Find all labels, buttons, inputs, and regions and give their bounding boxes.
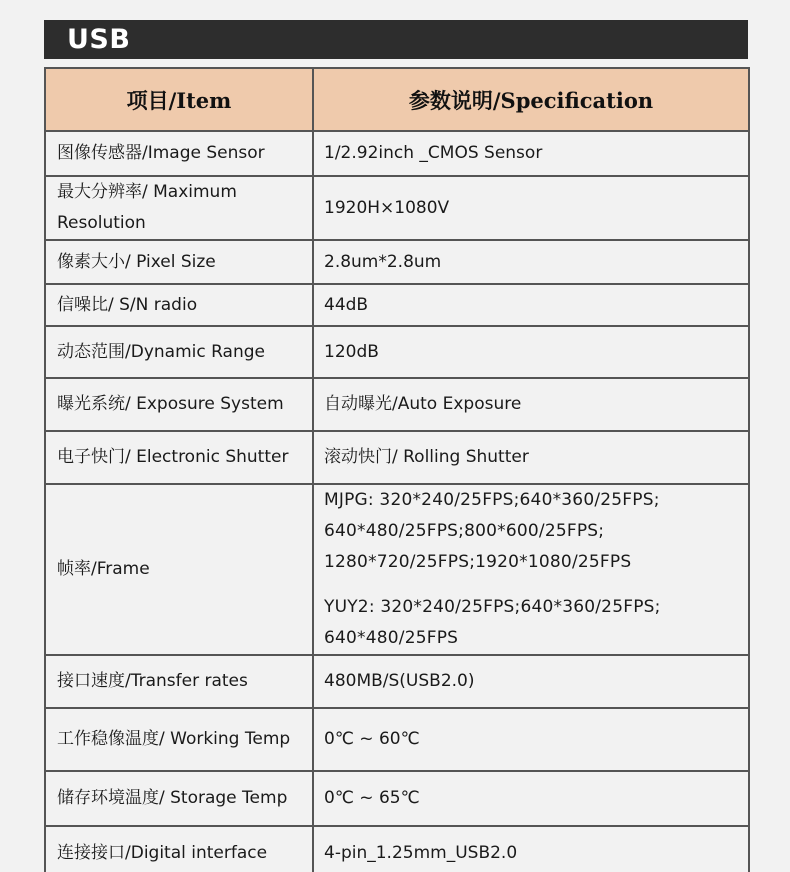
row-spec-electronic-shutter: 滚动快门/ Rolling Shutter <box>313 431 749 484</box>
row-spec-storage-temp: 0℃ ~ 65℃ <box>313 771 749 826</box>
row-spec-exposure-system: 自动曝光/Auto Exposure <box>313 378 749 431</box>
row-item-transfer-rates: 接口速度/Transfer rates <box>45 655 313 708</box>
row-item-exposure-system: 曝光系统/ Exposure System <box>45 378 313 431</box>
table-row <box>45 240 749 284</box>
row-item-working-temp: 工作稳像温度/ Working Temp <box>45 708 313 771</box>
table-row <box>45 431 749 484</box>
frame-mjpg-line: 640*480/25FPS;800*600/25FPS; <box>324 521 605 541</box>
frame-mjpg-line: 1280*720/25FPS;1920*1080/25FPS <box>324 552 632 572</box>
frame-mjpg-block <box>324 485 742 578</box>
table-row <box>45 176 749 240</box>
column-header-spec: 参数说明/Specification <box>313 68 749 131</box>
row-item-sn-ratio: 信噪比/ S/N radio <box>45 284 313 326</box>
table-row <box>45 655 749 708</box>
table-row <box>45 326 749 378</box>
row-item-image-sensor: 图像传感器/Image Sensor <box>45 131 313 176</box>
row-spec-transfer-rates: 480MB/S(USB2.0) <box>313 655 749 708</box>
section-title: USB <box>67 24 131 55</box>
table-row <box>45 378 749 431</box>
row-spec-digital-interface: 4-pin_1.25mm_USB2.0 <box>313 826 749 872</box>
frame-yuy2-line: 640*480/25FPS <box>324 628 459 648</box>
table-row <box>45 708 749 771</box>
table-row <box>45 131 749 176</box>
table-row <box>45 771 749 826</box>
section-title-bar <box>44 20 748 59</box>
row-spec-sn-ratio: 44dB <box>313 284 749 326</box>
spec-table <box>44 67 750 872</box>
row-spec-image-sensor: 1/2.92inch _CMOS Sensor <box>313 131 749 176</box>
row-spec-working-temp: 0℃ ~ 60℃ <box>313 708 749 771</box>
frame-yuy2-line: YUY2: 320*240/25FPS;640*360/25FPS; <box>324 597 661 617</box>
row-item-frame: 帧率/Frame <box>45 484 313 655</box>
frame-mjpg-line: MJPG: 320*240/25FPS;640*360/25FPS; <box>324 490 660 510</box>
row-item-electronic-shutter: 电子快门/ Electronic Shutter <box>45 431 313 484</box>
row-item-storage-temp: 储存环境温度/ Storage Temp <box>45 771 313 826</box>
row-item-digital-interface: 连接接口/Digital interface <box>45 826 313 872</box>
row-item-dynamic-range: 动态范围/Dynamic Range <box>45 326 313 378</box>
table-header-row <box>45 68 749 131</box>
table-row <box>45 826 749 872</box>
row-spec-pixel-size: 2.8um*2.8um <box>313 240 749 284</box>
row-spec-dynamic-range: 120dB <box>313 326 749 378</box>
row-item-max-resolution: 最大分辨率/ Maximum Resolution <box>45 176 313 240</box>
row-spec-max-resolution: 1920H×1080V <box>313 176 749 240</box>
table-row <box>45 284 749 326</box>
frame-yuy2-block <box>324 592 742 654</box>
row-spec-frame <box>313 484 749 655</box>
row-item-pixel-size: 像素大小/ Pixel Size <box>45 240 313 284</box>
column-header-item: 项目/Item <box>45 68 313 131</box>
table-row <box>45 484 749 655</box>
